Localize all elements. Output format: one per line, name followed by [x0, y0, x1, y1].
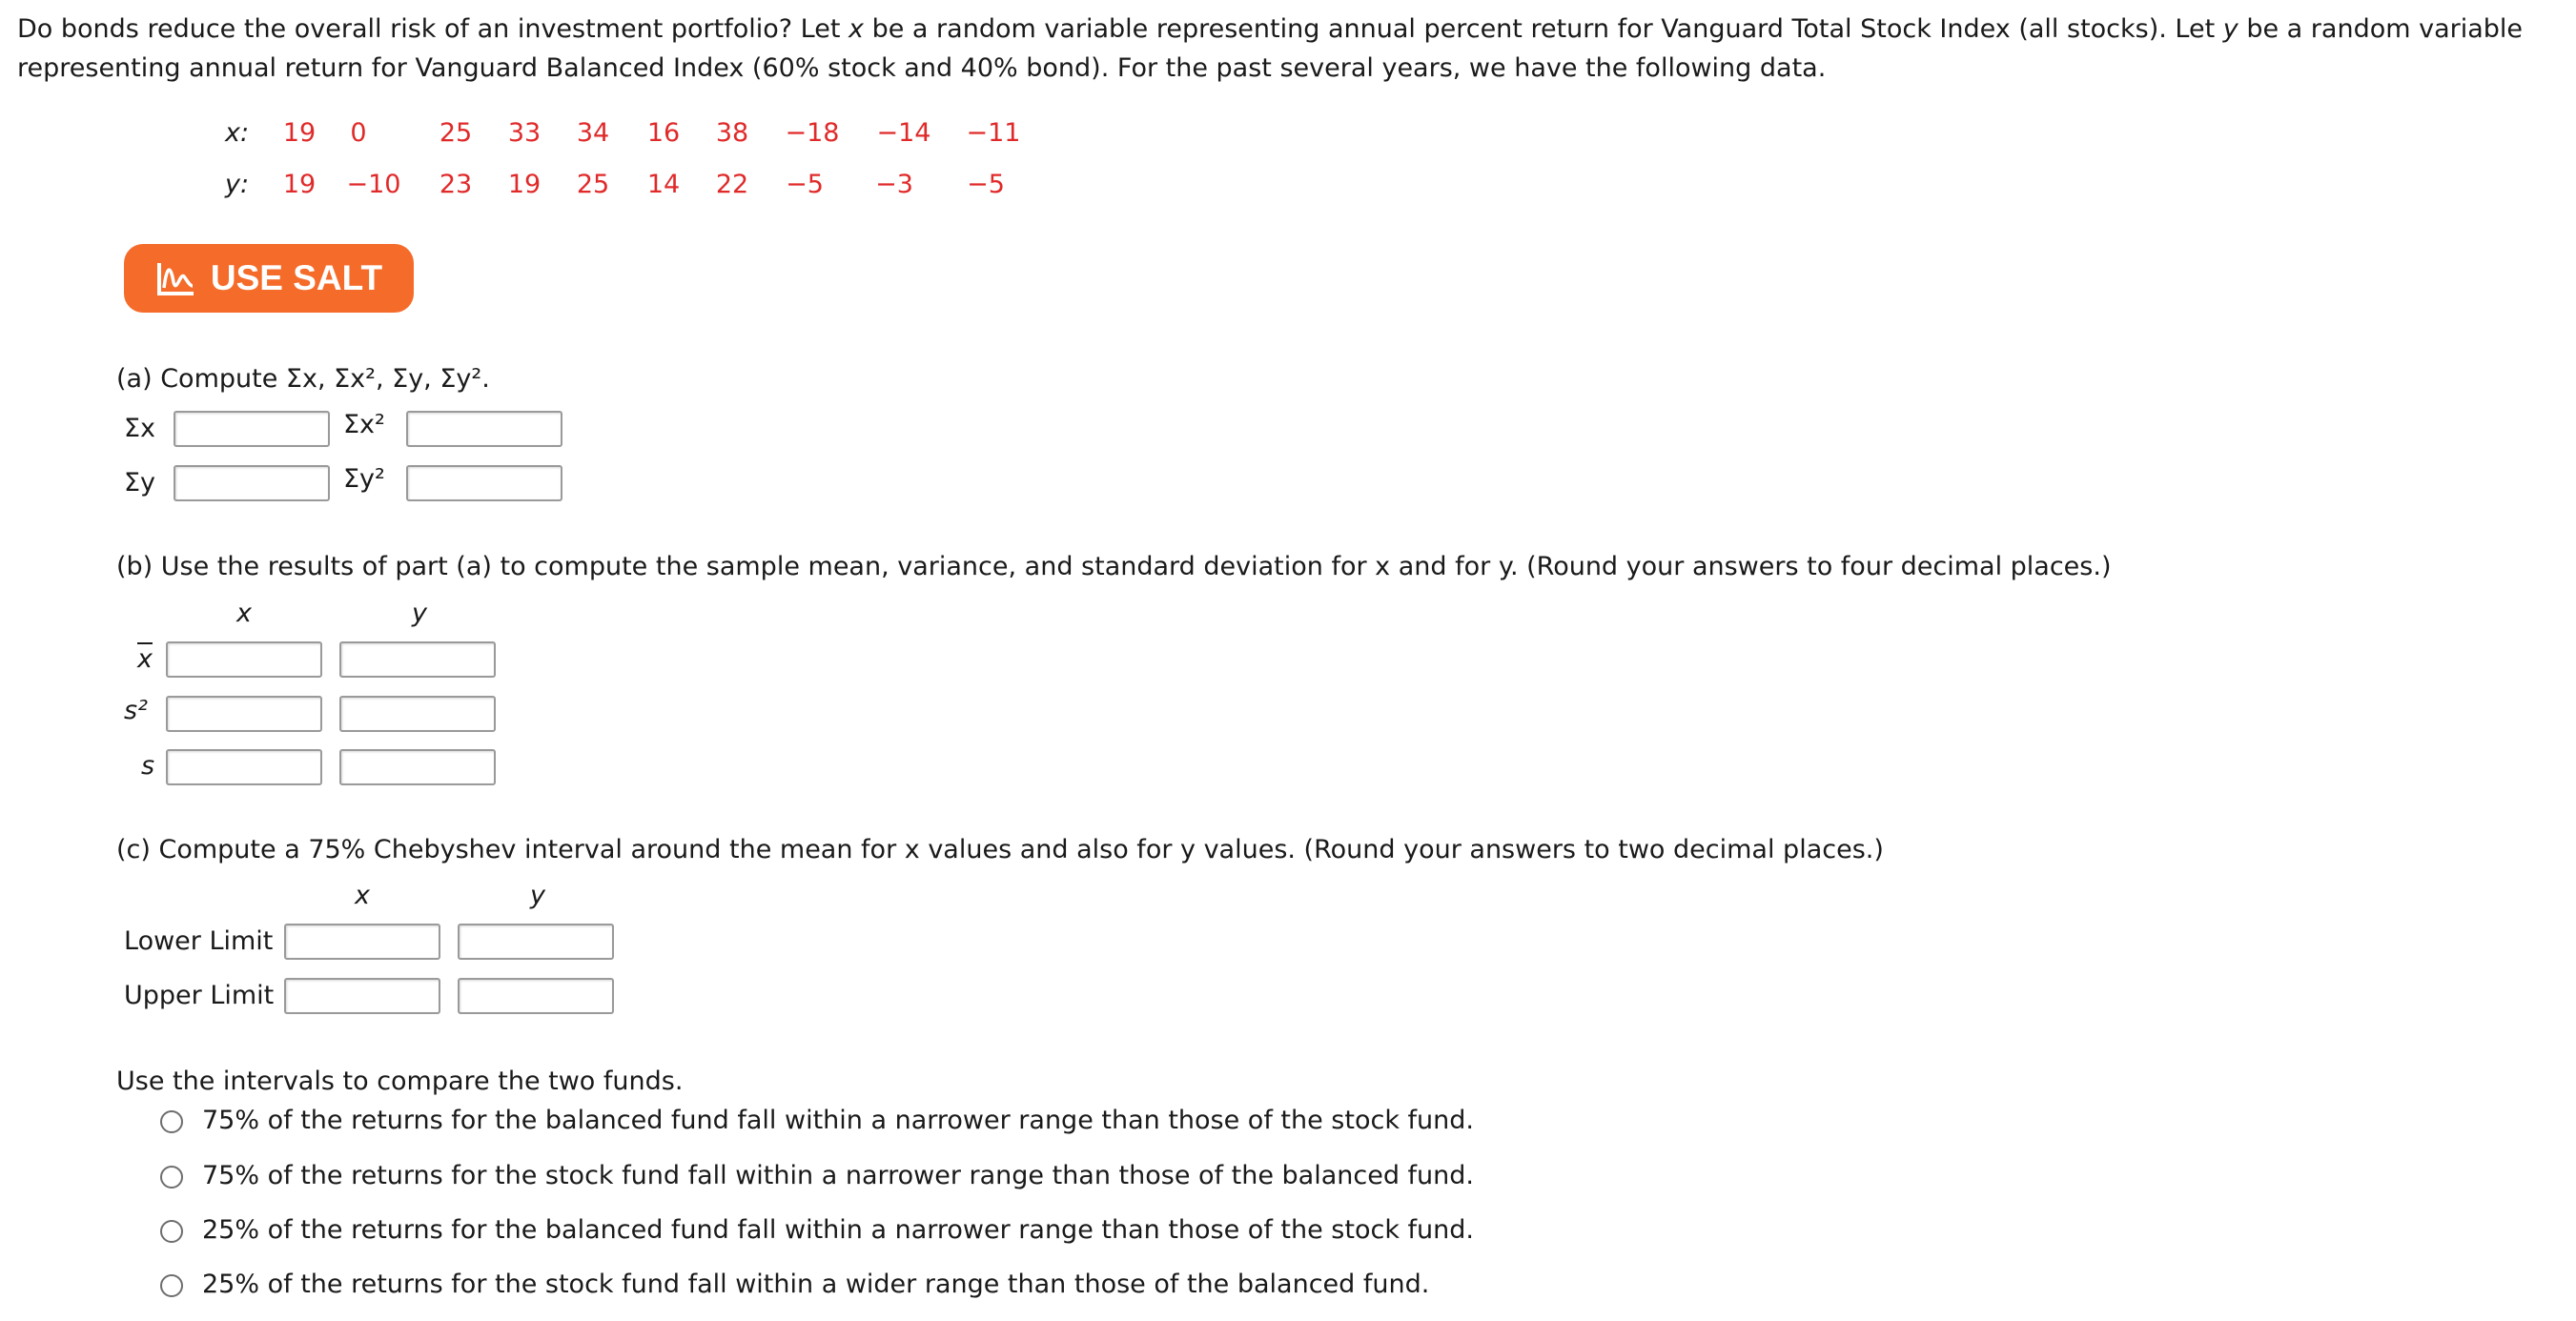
sum-y-label: Σy	[124, 468, 156, 498]
upper-limit-label: Upper Limit	[124, 981, 275, 1010]
data-cell: −5	[967, 170, 1005, 199]
data-cell: 19	[282, 170, 317, 199]
use-salt-label: USE SALT	[210, 258, 383, 297]
data-cell: 14	[646, 170, 681, 199]
mean-y-input[interactable]	[339, 641, 496, 678]
part-b-col-x: x	[236, 599, 252, 628]
compare-option-1-label[interactable]: 75% of the returns for the balanced fund fall within a narrower range than those of the stock fund.	[202, 1106, 1474, 1135]
part-c-prompt: (c) Compute a 75% Chebyshev interval around the mean for x values and also for y values. (Round your answers to two decimal places.)	[116, 835, 1884, 864]
mean-label: $\overline{x}$	[137, 644, 153, 674]
sum-y2-label: Σy²	[343, 464, 385, 494]
data-row-y-label: y:	[225, 170, 250, 199]
data-cell: 23	[439, 170, 473, 199]
salt-chart-icon	[155, 259, 197, 297]
data-cell: −3	[875, 170, 913, 199]
data-cell: 16	[646, 118, 681, 148]
compare-option-1-radio[interactable]	[160, 1110, 183, 1133]
data-cell: 38	[715, 118, 749, 148]
question-text: Do bonds reduce the overall risk of an investment portfolio? Let x be a random variable representing annual percent return for Vanguard Total Stock Index (all stocks). Let y be a random variable representing annual return for Vanguard Balanced Index (60% stock and 40% bond). For the past several years, we have the following data.	[17, 14, 2524, 83]
sum-x2-input[interactable]	[406, 411, 562, 447]
part-c-col-x: x	[355, 881, 370, 910]
lower-limit-y-input[interactable]	[458, 924, 614, 960]
part-a-prompt: (a) Compute Σx, Σx², Σy, Σy².	[116, 364, 490, 394]
std-label: s	[141, 751, 155, 781]
use-salt-button[interactable]	[124, 244, 414, 313]
compare-prompt: Use the intervals to compare the two funds.	[116, 1067, 684, 1096]
data-cell: 22	[715, 170, 749, 199]
data-cell: 19	[507, 170, 542, 199]
lower-limit-x-input[interactable]	[284, 924, 440, 960]
data-cell: 19	[282, 118, 317, 148]
compare-option-3-label[interactable]: 25% of the returns for the balanced fund fall within a narrower range than those of the stock fund.	[202, 1215, 1474, 1245]
upper-limit-x-input[interactable]	[284, 978, 440, 1014]
std-x-input[interactable]	[166, 749, 322, 785]
data-row-x-label: x:	[225, 118, 250, 148]
part-b-col-y: y	[412, 599, 427, 628]
compare-option-4-radio[interactable]	[160, 1274, 183, 1297]
compare-option-2-label[interactable]: 75% of the returns for the stock fund fall within a narrower range than those of the balanced fund.	[202, 1161, 1474, 1190]
sum-x2-label: Σx²	[343, 410, 385, 439]
compare-option-4-label[interactable]: 25% of the returns for the stock fund fall within a wider range than those of the balanced fund.	[202, 1270, 1430, 1299]
sum-y-input[interactable]	[174, 465, 330, 501]
sum-x-label: Σx	[124, 414, 156, 443]
data-cell: 25	[439, 118, 473, 148]
data-cell: −14	[876, 118, 931, 148]
data-cell: 25	[576, 170, 610, 199]
variance-label: s²	[124, 696, 148, 725]
upper-limit-y-input[interactable]	[458, 978, 614, 1014]
mean-x-input[interactable]	[166, 641, 322, 678]
lower-limit-label: Lower Limit	[124, 926, 274, 956]
part-b-prompt: (b) Use the results of part (a) to compute the sample mean, variance, and standard deviation for x and for y. (Round your answers to four decimal places.)	[116, 552, 2112, 581]
sum-y2-input[interactable]	[406, 465, 562, 501]
compare-option-3-radio[interactable]	[160, 1220, 183, 1243]
data-cell: −11	[966, 118, 1021, 148]
compare-option-2-radio[interactable]	[160, 1166, 183, 1189]
variance-x-input[interactable]	[166, 696, 322, 732]
data-cell: −10	[346, 170, 401, 199]
sum-x-input[interactable]	[174, 411, 330, 447]
data-cell: −5	[786, 170, 824, 199]
data-cell: 0	[350, 118, 367, 148]
data-cell: 33	[507, 118, 542, 148]
std-y-input[interactable]	[339, 749, 496, 785]
data-cell: −18	[785, 118, 840, 148]
variance-y-input[interactable]	[339, 696, 496, 732]
data-cell: 34	[576, 118, 610, 148]
part-c-col-y: y	[530, 881, 545, 910]
